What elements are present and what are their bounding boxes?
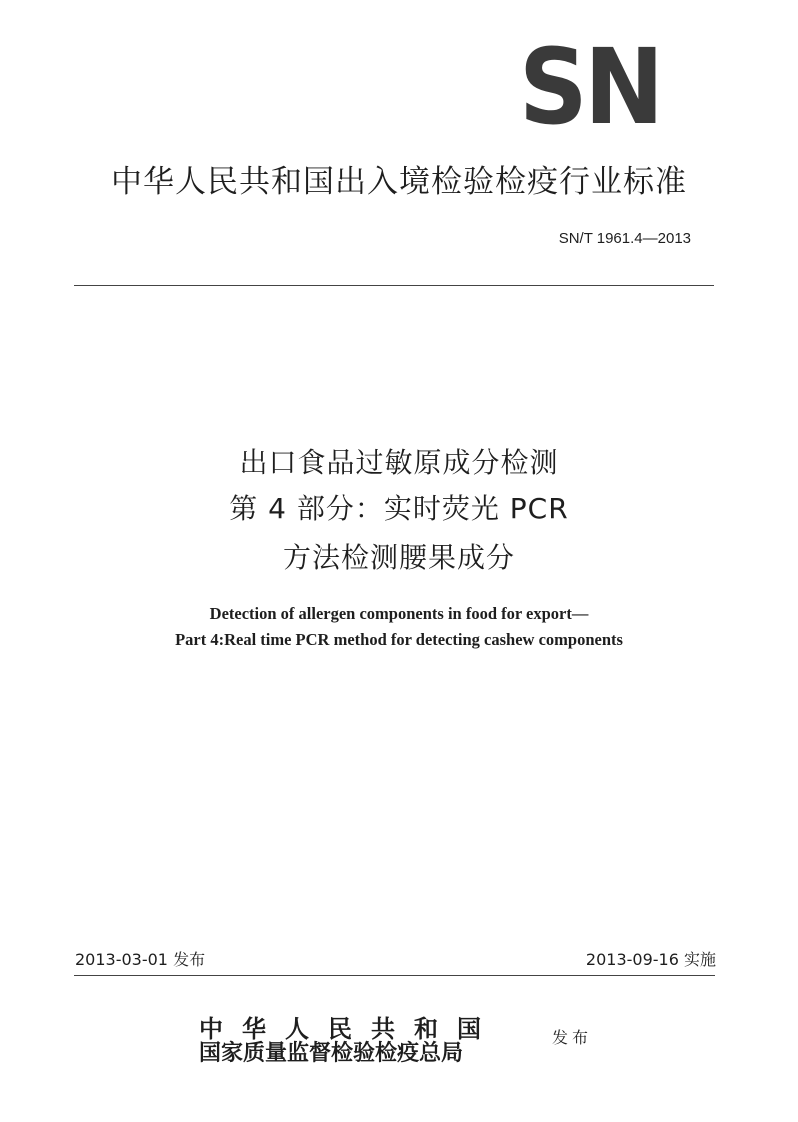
top-divider (74, 285, 714, 286)
issuer-line-1: 中华人民共和国 (199, 1014, 500, 1043)
title-en-line-2: Part 4:Real time PCR method for detecting cashew components (175, 630, 623, 649)
title-cn-line-1: 出口食品过敏原成分检测 (239, 446, 559, 479)
bottom-divider (74, 975, 715, 976)
sn-logo: SN (518, 26, 661, 148)
title-cn-line-2: 第 4 部分：实时荧光 PCR (229, 492, 569, 525)
title-cn-line-3: 方法检测腰果成分 (282, 541, 515, 574)
standard-category-heading: 中华人民共和国出入境检验检疫行业标准 (111, 164, 687, 200)
title-en-line-1: Detection of allergen components in food for export— (209, 604, 589, 623)
standard-number: SN/T 1961.4—2013 (558, 230, 691, 247)
issuer-line-2: 国家质量监督检验检疫总局 (199, 1040, 464, 1066)
implementation-date: 2013-09-16 实施 (585, 950, 716, 969)
issue-date: 2013-03-01 发布 (75, 950, 206, 969)
publish-label: 发布 (552, 1028, 593, 1047)
